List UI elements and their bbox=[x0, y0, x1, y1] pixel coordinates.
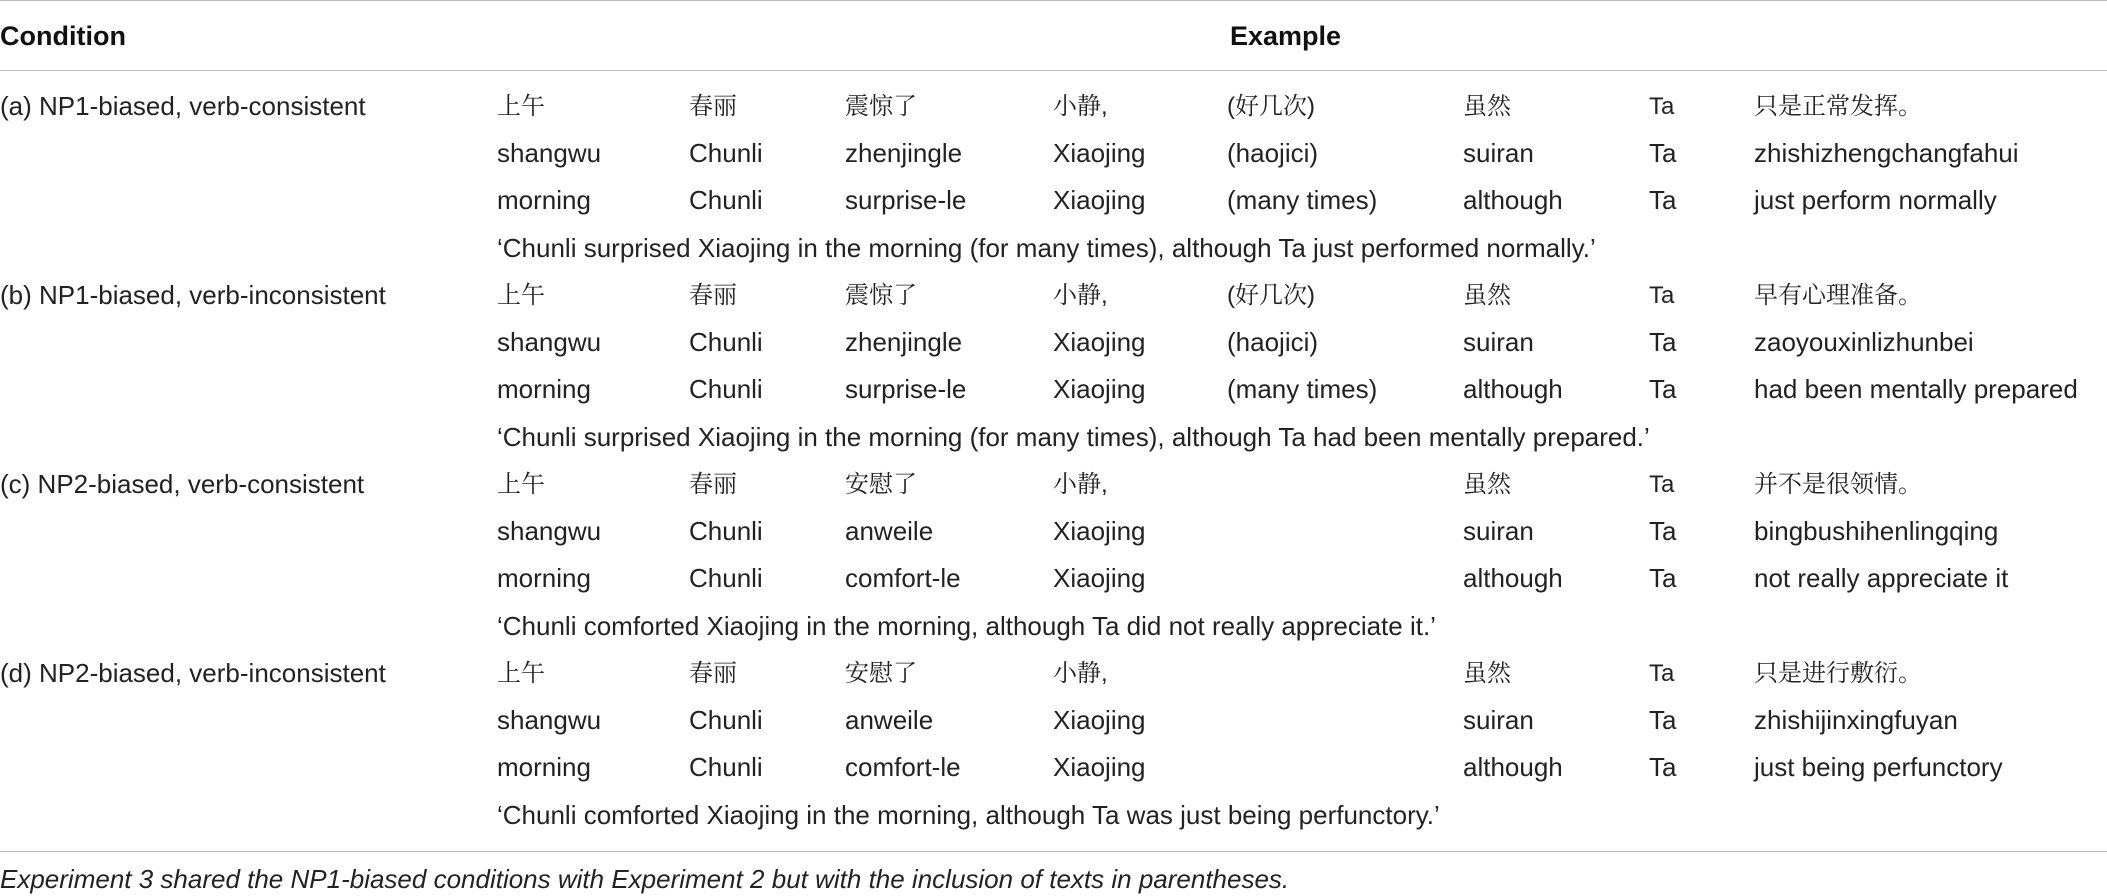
gloss-time: 上午 bbox=[497, 93, 545, 120]
gloss-time: shangwu bbox=[497, 327, 602, 358]
gloss-subject: Chunli bbox=[689, 752, 763, 783]
gloss-adverbial: (many times) bbox=[1227, 374, 1378, 405]
gloss-subject: Chunli bbox=[689, 563, 763, 594]
gloss-predicate: 早有心理准备。 bbox=[1754, 282, 1922, 309]
gloss-predicate: just being perfunctory bbox=[1754, 752, 2003, 783]
header-rule bbox=[0, 70, 2107, 71]
gloss-subject: 春丽 bbox=[689, 471, 737, 498]
gloss-object: Xiaojing bbox=[1053, 516, 1146, 547]
gloss-predicate: zhishijinxingfuyan bbox=[1754, 705, 1958, 736]
gloss-adverbial: (many times) bbox=[1227, 185, 1378, 216]
gloss-verb: 安慰了 bbox=[845, 471, 917, 498]
header-condition: Condition bbox=[0, 21, 126, 51]
gloss-conjunction: suiran bbox=[1463, 138, 1534, 169]
gloss-object: Xiaojing bbox=[1053, 752, 1146, 783]
gloss-predicate: 只是正常发挥。 bbox=[1754, 93, 1922, 120]
gloss-pronoun: Ta bbox=[1649, 563, 1677, 594]
gloss-object: 小静, bbox=[1053, 471, 1108, 498]
gloss-pronoun: Ta bbox=[1649, 660, 1675, 687]
gloss-object: 小静, bbox=[1053, 660, 1108, 687]
gloss-predicate: just perform normally bbox=[1754, 185, 1997, 216]
gloss-adverbial: (好几次) bbox=[1227, 93, 1315, 120]
condition-label: (c) NP2-biased, verb-consistent bbox=[0, 469, 365, 499]
gloss-object: 小静, bbox=[1053, 282, 1108, 309]
gloss-verb: comfort-le bbox=[845, 563, 961, 594]
gloss-object: Xiaojing bbox=[1053, 705, 1146, 736]
gloss-pronoun: Ta bbox=[1649, 327, 1677, 358]
table-footnote: Experiment 3 shared the NP1-biased conditions with Experiment 2 but with the inclusion of texts in parentheses. bbox=[0, 864, 1290, 894]
gloss-conjunction: suiran bbox=[1463, 516, 1534, 547]
gloss-time: shangwu bbox=[497, 705, 602, 736]
gloss-conjunction: 虽然 bbox=[1463, 282, 1511, 309]
gloss-conjunction: although bbox=[1463, 185, 1563, 216]
gloss-verb: comfort-le bbox=[845, 752, 961, 783]
gloss-subject: Chunli bbox=[689, 138, 763, 169]
gloss-object: 小静, bbox=[1053, 93, 1108, 120]
gloss-subject: Chunli bbox=[689, 185, 763, 216]
gloss-verb: anweile bbox=[845, 705, 934, 736]
gloss-pronoun: Ta bbox=[1649, 752, 1677, 783]
gloss-subject: 春丽 bbox=[689, 93, 737, 120]
gloss-time: morning bbox=[497, 185, 591, 216]
gloss-time: 上午 bbox=[497, 282, 545, 309]
gloss-pronoun: Ta bbox=[1649, 93, 1675, 120]
gloss-subject: 春丽 bbox=[689, 282, 737, 309]
translation: ‘Chunli surprised Xiaojing in the morning (for many times), although Ta just performed normally.’ bbox=[497, 232, 1596, 263]
gloss-subject: 春丽 bbox=[689, 660, 737, 687]
gloss-object: Xiaojing bbox=[1053, 327, 1146, 358]
gloss-object: Xiaojing bbox=[1053, 563, 1146, 594]
gloss-predicate: not really appreciate it bbox=[1754, 563, 2009, 594]
gloss-verb: anweile bbox=[845, 516, 934, 547]
gloss-predicate: zaoyouxinlizhunbei bbox=[1754, 327, 1974, 358]
gloss-pronoun: Ta bbox=[1649, 705, 1677, 736]
gloss-adverbial: (好几次) bbox=[1227, 282, 1315, 309]
gloss-subject: Chunli bbox=[689, 705, 763, 736]
gloss-time: morning bbox=[497, 374, 591, 405]
gloss-pronoun: Ta bbox=[1649, 185, 1677, 216]
gloss-pronoun: Ta bbox=[1649, 516, 1677, 547]
gloss-conjunction: although bbox=[1463, 752, 1563, 783]
gloss-verb: zhenjingle bbox=[845, 327, 963, 358]
gloss-verb: 安慰了 bbox=[845, 660, 917, 687]
gloss-adverbial: (haojici) bbox=[1227, 327, 1319, 358]
translation: ‘Chunli comforted Xiaojing in the morning, although Ta did not really appreciate it.’ bbox=[497, 610, 1436, 641]
translation: ‘Chunli comforted Xiaojing in the morning, although Ta was just being perfunctory.’ bbox=[497, 799, 1440, 830]
gloss-verb: 震惊了 bbox=[845, 282, 917, 309]
gloss-time: morning bbox=[497, 563, 591, 594]
gloss-pronoun: Ta bbox=[1649, 471, 1675, 498]
gloss-subject: Chunli bbox=[689, 327, 763, 358]
gloss-verb: surprise-le bbox=[845, 374, 967, 405]
gloss-conjunction: although bbox=[1463, 374, 1563, 405]
gloss-pronoun: Ta bbox=[1649, 282, 1675, 309]
gloss-conjunction: 虽然 bbox=[1463, 660, 1511, 687]
gloss-conjunction: 虽然 bbox=[1463, 93, 1511, 120]
header-example: Example bbox=[1230, 21, 1342, 51]
condition-label: (b) NP1-biased, verb-inconsistent bbox=[0, 280, 386, 310]
gloss-predicate: 只是进行敷衍。 bbox=[1754, 660, 1922, 687]
gloss-pronoun: Ta bbox=[1649, 374, 1677, 405]
bottom-rule bbox=[0, 851, 2107, 852]
gloss-verb: 震惊了 bbox=[845, 93, 917, 120]
gloss-verb: zhenjingle bbox=[845, 138, 963, 169]
gloss-time: shangwu bbox=[497, 138, 602, 169]
gloss-time: shangwu bbox=[497, 516, 602, 547]
gloss-conjunction: suiran bbox=[1463, 705, 1534, 736]
gloss-object: Xiaojing bbox=[1053, 185, 1146, 216]
translation: ‘Chunli surprised Xiaojing in the morning (for many times), although Ta had been mentally prepared.’ bbox=[497, 421, 1650, 452]
gloss-predicate: zhishizhengchangfahui bbox=[1754, 138, 2019, 169]
gloss-pronoun: Ta bbox=[1649, 138, 1677, 169]
gloss-predicate: had been mentally prepared bbox=[1754, 374, 2078, 405]
gloss-verb: surprise-le bbox=[845, 185, 967, 216]
gloss-subject: Chunli bbox=[689, 374, 763, 405]
gloss-time: morning bbox=[497, 752, 591, 783]
gloss-predicate: bingbushihenlingqing bbox=[1754, 516, 1999, 547]
condition-label: (a) NP1-biased, verb-consistent bbox=[0, 91, 366, 121]
gloss-conjunction: although bbox=[1463, 563, 1563, 594]
condition-label: (d) NP2-biased, verb-inconsistent bbox=[0, 658, 386, 688]
gloss-conjunction: 虽然 bbox=[1463, 471, 1511, 498]
gloss-subject: Chunli bbox=[689, 516, 763, 547]
gloss-time: 上午 bbox=[497, 660, 545, 687]
gloss-object: Xiaojing bbox=[1053, 138, 1146, 169]
gloss-conjunction: suiran bbox=[1463, 327, 1534, 358]
gloss-adverbial: (haojici) bbox=[1227, 138, 1319, 169]
gloss-time: 上午 bbox=[497, 471, 545, 498]
top-rule bbox=[0, 0, 2107, 1]
gloss-object: Xiaojing bbox=[1053, 374, 1146, 405]
gloss-predicate: 并不是很领情。 bbox=[1754, 471, 1922, 498]
